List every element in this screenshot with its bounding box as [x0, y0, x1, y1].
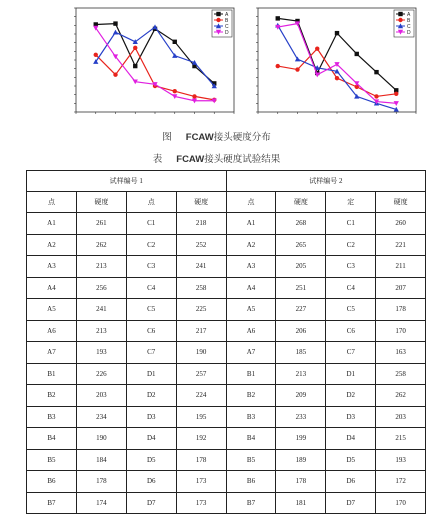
data-point — [295, 56, 300, 61]
point-cell: C1 — [326, 213, 376, 235]
hardness-cell: 178 — [176, 449, 226, 471]
column-header: 硬度 — [276, 192, 326, 213]
column-header: 点 — [27, 192, 77, 213]
point-cell: B7 — [226, 492, 276, 514]
point-cell: D7 — [126, 492, 176, 514]
point-cell: B3 — [27, 406, 77, 428]
point-cell: B5 — [27, 449, 77, 471]
hardness-cell: 224 — [176, 385, 226, 407]
point-cell: B3 — [226, 406, 276, 428]
hardness-cell: 257 — [176, 363, 226, 385]
table-row — [27, 492, 426, 514]
hardness-cell: 260 — [376, 213, 426, 235]
point-cell: C3 — [326, 256, 376, 278]
hardness-cell: 192 — [176, 428, 226, 450]
table-row — [27, 213, 426, 235]
point-cell: B2 — [27, 385, 77, 407]
table-row — [27, 342, 426, 364]
table-caption-text: 接头硬度试验结果 — [204, 155, 281, 165]
hardness-cell: 199 — [276, 428, 326, 450]
hardness-cell: 184 — [76, 449, 126, 471]
hardness-chart-2 — [240, 4, 420, 122]
hardness-cell: 207 — [376, 277, 426, 299]
point-cell: D1 — [326, 363, 376, 385]
table-row — [27, 234, 426, 256]
point-cell: B2 — [226, 385, 276, 407]
point-cell: D3 — [326, 406, 376, 428]
hardness-cell: 173 — [176, 492, 226, 514]
figure-number: 图 — [162, 133, 172, 143]
point-cell: D6 — [326, 471, 376, 493]
hardness-cell: 265 — [276, 234, 326, 256]
hardness-cell: 258 — [376, 363, 426, 385]
series-line — [96, 27, 215, 86]
figure-caption-text: 接头硬度分布 — [213, 133, 271, 143]
legend-label: D — [407, 30, 411, 36]
legend-label: C — [225, 24, 229, 30]
hardness-cell: 190 — [76, 428, 126, 450]
table-row — [27, 471, 426, 493]
hardness-cell: 225 — [176, 299, 226, 321]
point-cell: B6 — [226, 471, 276, 493]
data-point — [315, 47, 319, 51]
point-cell: D7 — [326, 492, 376, 514]
hardness-cell: 234 — [76, 406, 126, 428]
hardness-cell: 178 — [276, 471, 326, 493]
hardness-cell: 241 — [76, 299, 126, 321]
hardness-cell: 261 — [76, 213, 126, 235]
data-point — [216, 12, 220, 16]
hardness-cell: 227 — [276, 299, 326, 321]
hardness-cell: 213 — [76, 320, 126, 342]
hardness-cell: 178 — [376, 299, 426, 321]
hardness-cell: 170 — [376, 320, 426, 342]
legend-label: B — [407, 18, 411, 24]
plot-frame — [76, 8, 234, 112]
chart-svg — [240, 4, 420, 122]
hardness-cell: 170 — [376, 492, 426, 514]
hardness-cell: 215 — [376, 428, 426, 450]
hardness-cell: 190 — [176, 342, 226, 364]
data-point — [94, 53, 98, 57]
table-row — [27, 385, 426, 407]
data-point — [394, 92, 398, 96]
point-cell: A2 — [226, 234, 276, 256]
hardness-cell: 213 — [76, 256, 126, 278]
data-point — [398, 12, 402, 16]
data-point — [355, 52, 359, 56]
point-cell: C7 — [326, 342, 376, 364]
table-row — [27, 406, 426, 428]
data-point — [374, 94, 378, 98]
point-cell: B5 — [226, 449, 276, 471]
table-row — [27, 256, 426, 278]
hardness-cell: 252 — [176, 234, 226, 256]
data-point — [113, 30, 118, 35]
point-cell: C5 — [326, 299, 376, 321]
hardness-cell: 195 — [176, 406, 226, 428]
point-cell: A3 — [226, 256, 276, 278]
legend-label: A — [225, 12, 229, 18]
table-number: 表 — [152, 155, 163, 165]
data-point — [113, 21, 117, 25]
plot-frame — [258, 8, 416, 112]
point-cell: D6 — [126, 471, 176, 493]
hardness-cell: 163 — [376, 342, 426, 364]
data-point — [173, 40, 177, 44]
hardness-cell: 221 — [376, 234, 426, 256]
data-point — [398, 18, 402, 22]
point-cell: C1 — [126, 213, 176, 235]
point-cell: D3 — [126, 406, 176, 428]
group-header-specimen-2: 试样编号 2 — [226, 171, 426, 192]
point-cell: C5 — [126, 299, 176, 321]
hardness-cell: 251 — [276, 277, 326, 299]
point-cell: A2 — [27, 234, 77, 256]
hardness-cell: 241 — [176, 256, 226, 278]
hardness-cell: 268 — [276, 213, 326, 235]
table-caption — [0, 151, 433, 165]
legend-label: B — [225, 18, 229, 24]
data-point — [295, 67, 299, 71]
point-cell: C2 — [326, 234, 376, 256]
point-cell: B4 — [27, 428, 77, 450]
table-row — [27, 277, 426, 299]
point-cell: A4 — [226, 277, 276, 299]
hardness-cell: 172 — [376, 471, 426, 493]
point-cell: C3 — [126, 256, 176, 278]
point-cell: A1 — [27, 213, 77, 235]
hardness-cell: 193 — [76, 342, 126, 364]
hardness-cell: 218 — [176, 213, 226, 235]
legend-label: C — [407, 24, 411, 30]
point-cell: B7 — [27, 492, 77, 514]
point-cell: D2 — [126, 385, 176, 407]
table-row — [27, 449, 426, 471]
table-row — [27, 299, 426, 321]
hardness-cell: 262 — [76, 234, 126, 256]
point-cell: B1 — [27, 363, 77, 385]
hardness-cell: 209 — [276, 385, 326, 407]
group-header-specimen-1: 试样编号 1 — [27, 171, 227, 192]
hardness-cell: 181 — [276, 492, 326, 514]
table-body — [27, 213, 426, 514]
hardness-cell: 174 — [76, 492, 126, 514]
hardness-cell: 193 — [376, 449, 426, 471]
data-point — [216, 18, 220, 22]
point-cell: A6 — [27, 320, 77, 342]
hardness-results-table — [26, 170, 426, 514]
table-row — [27, 428, 426, 450]
figure-caption — [0, 129, 433, 143]
data-point — [173, 89, 177, 93]
point-cell: C2 — [126, 234, 176, 256]
table-row — [27, 320, 426, 342]
point-cell: D4 — [126, 428, 176, 450]
data-point — [276, 64, 280, 68]
figure-caption-prefix: FCAW — [185, 132, 214, 143]
point-cell: C7 — [126, 342, 176, 364]
column-header: 硬度 — [376, 192, 426, 213]
hardness-cell: 189 — [276, 449, 326, 471]
hardness-cell: 185 — [276, 342, 326, 364]
hardness-cell: 258 — [176, 277, 226, 299]
data-point — [335, 76, 339, 80]
point-cell: A1 — [226, 213, 276, 235]
data-point — [133, 64, 137, 68]
hardness-cell: 203 — [76, 385, 126, 407]
data-point — [374, 70, 378, 74]
column-header-row — [27, 192, 426, 213]
point-cell: C4 — [126, 277, 176, 299]
point-cell: C6 — [126, 320, 176, 342]
hardness-cell: 206 — [276, 320, 326, 342]
hardness-cell: 262 — [376, 385, 426, 407]
hardness-cell: 205 — [276, 256, 326, 278]
hardness-cell: 233 — [276, 406, 326, 428]
hardness-cell: 213 — [276, 363, 326, 385]
point-cell: A7 — [226, 342, 276, 364]
table-row — [27, 363, 426, 385]
table-caption-prefix: FCAW — [176, 154, 205, 165]
column-header: 硬度 — [176, 192, 226, 213]
data-point — [113, 73, 117, 77]
point-cell: A5 — [27, 299, 77, 321]
point-cell: D5 — [126, 449, 176, 471]
column-header: 点 — [126, 192, 176, 213]
data-point — [133, 46, 137, 50]
point-cell: D5 — [326, 449, 376, 471]
hardness-chart-1 — [58, 4, 238, 122]
hardness-cell: 211 — [376, 256, 426, 278]
point-cell: A3 — [27, 256, 77, 278]
group-header-row — [27, 171, 426, 192]
point-cell: D1 — [126, 363, 176, 385]
data-point — [335, 31, 339, 35]
point-cell: B6 — [27, 471, 77, 493]
hardness-cell: 173 — [176, 471, 226, 493]
point-cell: B4 — [226, 428, 276, 450]
data-point — [276, 16, 280, 20]
hardness-cell: 256 — [76, 277, 126, 299]
point-cell: C6 — [326, 320, 376, 342]
column-header: 硬度 — [76, 192, 126, 213]
legend-label: A — [407, 12, 411, 18]
hardness-cell: 203 — [376, 406, 426, 428]
point-cell: A4 — [27, 277, 77, 299]
column-header: 点 — [226, 192, 276, 213]
point-cell: A6 — [226, 320, 276, 342]
point-cell: A5 — [226, 299, 276, 321]
chart-svg — [58, 4, 238, 122]
point-cell: A7 — [27, 342, 77, 364]
point-cell: C4 — [326, 277, 376, 299]
column-header: 定 — [326, 192, 376, 213]
data-point — [192, 94, 196, 98]
point-cell: B1 — [226, 363, 276, 385]
legend-label: D — [225, 30, 229, 36]
hardness-cell: 217 — [176, 320, 226, 342]
hardness-cell: 178 — [76, 471, 126, 493]
hardness-cell: 226 — [76, 363, 126, 385]
point-cell: D4 — [326, 428, 376, 450]
point-cell: D2 — [326, 385, 376, 407]
